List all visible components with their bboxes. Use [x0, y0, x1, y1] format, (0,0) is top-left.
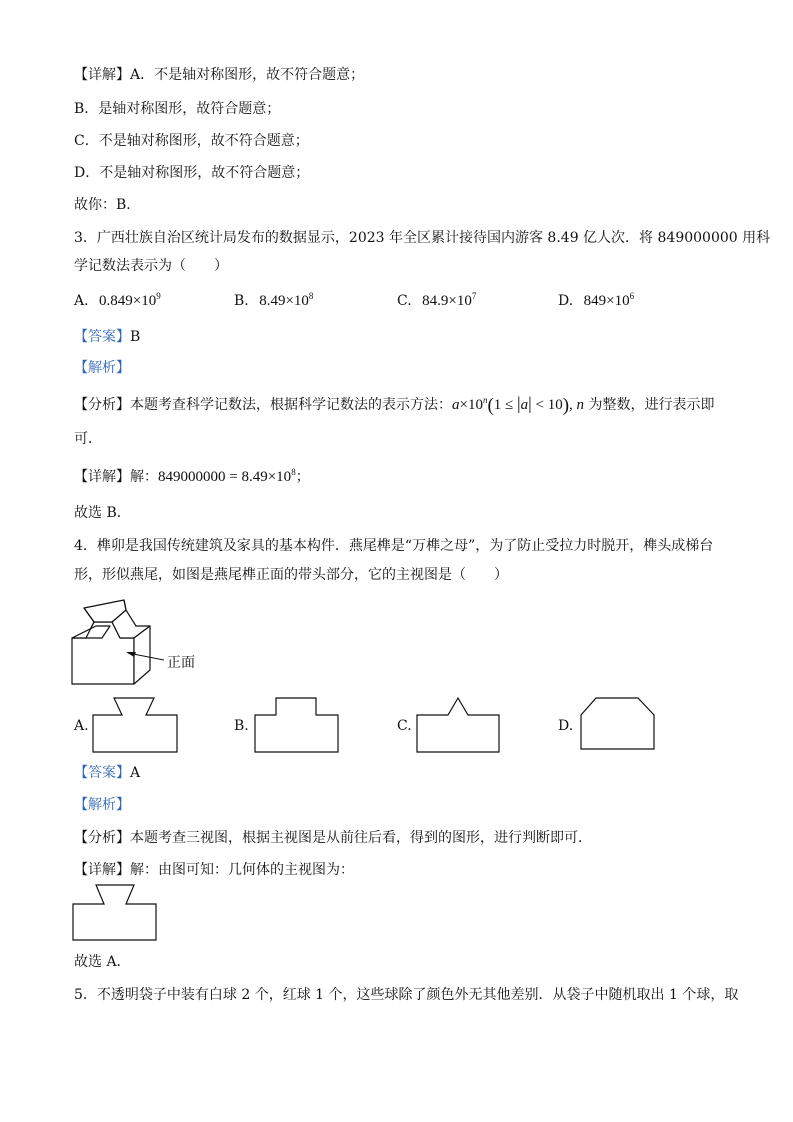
q3-option-b: B. $8.49\times 10^8$: [234, 291, 314, 309]
q2-detail-b: B．是轴对称图形，故符合题意；: [74, 101, 281, 117]
analysis-text-post: 为整数，进行表示即: [588, 397, 715, 413]
q3-stem-line2: 学记数法表示为（ ）: [74, 258, 228, 274]
option-label: B.: [234, 293, 249, 309]
q4-conclusion: 故选 A．: [74, 954, 131, 970]
q4-option-d-label: D.: [558, 718, 574, 734]
q4-answer-figure: [72, 884, 162, 942]
option-label: A.: [74, 293, 89, 309]
detail-number: 849000000: [158, 469, 226, 485]
dovetail-3d-figure: [68, 598, 248, 693]
q4-option-c-figure: [416, 697, 506, 753]
q5-stem-line1: 5．不透明袋子中装有白球 2 个，红球 1 个，这些球除了颜色外无其他差别．从袋子中随机取出 1 个球，取: [74, 987, 739, 1003]
q4-option-c-label: C.: [397, 718, 412, 734]
option-mantissa: 84.9: [422, 293, 449, 309]
q4-option-b-figure: [254, 697, 344, 753]
sci-notation-formula: $a\times 10^n(1 \le |a| < 10)$, n: [452, 393, 585, 416]
detail-exponent: 8: [291, 467, 296, 477]
option-mantissa: 849: [583, 293, 607, 309]
q4-analysis: 【分析】本题考查三视图，根据主视图是从前往后看，得到的图形，进行判断即可．: [74, 830, 592, 846]
q3-conclusion: 故选 B．: [74, 505, 131, 521]
q4-analysis-tag: 【解析】: [74, 797, 130, 813]
front-label: 正面: [167, 655, 195, 671]
option-exponent: 7: [471, 291, 477, 301]
option-label: D.: [558, 293, 574, 309]
q3-option-a: A. $0.849\times 10^9$: [74, 291, 161, 309]
option-exponent: 9: [156, 291, 161, 301]
detail-text: 【详解】解：: [74, 469, 158, 485]
answer-tag: 【答案】: [74, 329, 130, 345]
q4-answer: [74, 763, 140, 783]
answer-value: A: [130, 765, 141, 781]
q4-stem-line2: 形，形似燕尾，如图是燕尾榫正面的带头部分，它的主视图是（ ）: [74, 567, 508, 583]
q3-analysis-line2: 可．: [74, 431, 102, 447]
analysis-text-pre: 【分析】本题考查科学记数法，根据科学记数法的表示方法：: [74, 397, 452, 413]
q2-conclusion: 故你：B．: [74, 197, 141, 213]
q3-analysis-tag: 【解析】: [74, 360, 130, 376]
q4-stem-line1: 4．榫卯是我国传统建筑及家具的基本构件．燕尾榫是“万榫之母”，为了防止受拉力时脱开，榫头成梯台: [74, 538, 714, 554]
q2-detail-a: 【详解】A．不是轴对称图形，故不符合题意；: [74, 67, 365, 83]
q3-detail: 【详解】解：$849000000 = 8.49\times 10^8$；: [74, 467, 310, 485]
q2-detail-d: D．不是轴对称图形，故不符合题意；: [74, 165, 310, 181]
answer-value: B: [130, 329, 141, 345]
q3-option-c: C. $84.9\times 10^7$: [397, 291, 477, 309]
q3-answer: [74, 327, 140, 347]
q4-option-b-label: B.: [234, 718, 249, 734]
option-exponent: 6: [629, 291, 635, 301]
q4-detail: 【详解】解：由图可知：几何体的主视图为：: [74, 862, 354, 878]
option-mantissa: 0.849: [99, 293, 133, 309]
q4-option-d-figure: [580, 697, 670, 753]
q3-stem-line1: 3．广西壮族自治区统计局发布的数据显示，2023 年全区累计接待国内游客 8.49 亿人次．将 849000000 用科: [74, 230, 771, 246]
q3-option-d: D. $849\times 10^6$: [558, 291, 635, 309]
detail-result: 8.49: [241, 469, 268, 485]
option-label: C.: [397, 293, 412, 309]
q3-analysis: [74, 393, 715, 416]
q4-option-a-label: A.: [74, 718, 89, 734]
answer-tag: 【答案】: [74, 765, 130, 781]
option-mantissa: 8.49: [259, 293, 286, 309]
q2-detail-c: C．不是轴对称图形，故不符合题意；: [74, 133, 309, 149]
option-exponent: 8: [308, 291, 314, 301]
q4-option-a-figure: [92, 697, 182, 753]
